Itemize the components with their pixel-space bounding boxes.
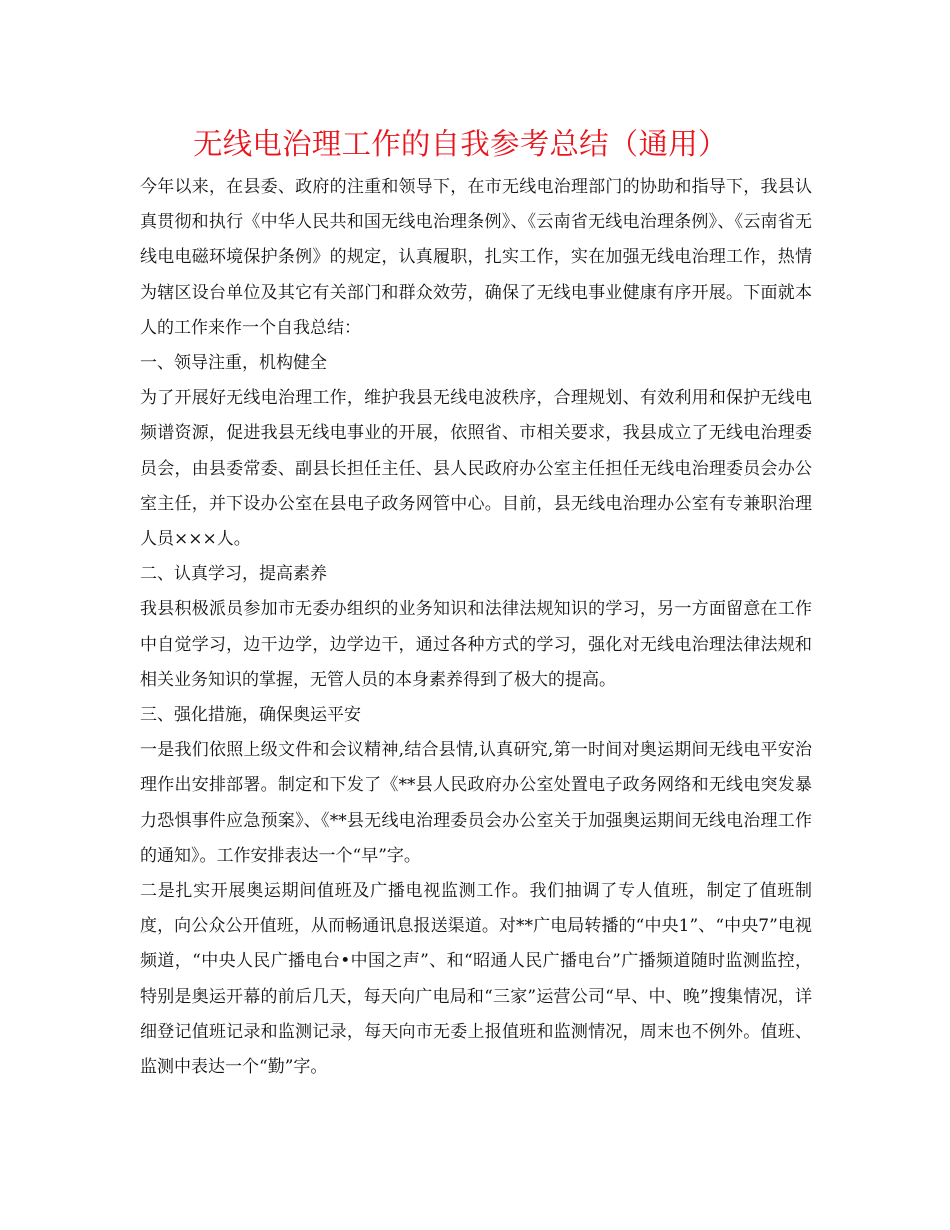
intro-paragraph: 今年以来，在县委、政府的注重和领导下，在市无线电治理部门的协助和指导下，我县认真贯彻和执行《中华人民共和国无线电治理条例》、《云南省无线电治理条例》、《云南省无线电电磁环境保护条例》的规定，认真履职，扎实工作，实在加强无线电治理工作，热情为辖区设台单位及其它有关部门和群众效劳，确保了无线电事业健康有序开展。下面就本人的工作来作一个自我总结： (140, 177, 812, 338)
document-content (140, 118, 812, 1085)
paragraph-study: 我县积极派员参加市无委办组织的业务知识和法律法规知识的学习，另一方面留意在工作中自觉学习，边干边学，边学边干，通过各种方式的学习，强化对无线电治理法律法规和相关业务知识的掌握，无管人员的本身素养得到了极大的提高。 (140, 599, 812, 690)
section-heading-leadership: 一、领导注重，机构健全 (140, 353, 327, 374)
paragraph-leadership: 为了开展好无线电治理工作，维护我县无线电波秩序，合理规划、有效利用和保护无线电频谱资源，促进我县无线电事业的开展，依照省、市相关要求，我县成立了无线电治理委员会，由县委常委、副县长担任主任、县人民政府办公室主任担任无线电治理委员会办公室主任，并下设办公室在县电子政务网管中心。目前，县无线电治理办公室有专兼职治理人员×××人。 (140, 388, 812, 550)
paragraph-olympics-second: 二是扎实开展奥运期间值班及广播电视监测工作。我们抽调了专人值班，制定了值班制度，向公众公开值班，从而畅通讯息报送渠道。对**广电局转播的“中央1”、“中央7”电视频道，“中央人民广播电台•中国之声”、和“昭通人民广播电台”广播频道随时监测监控，特别是奥运开幕的前后几天，每天向广电局和“三家”运营公司“早、中、晚”搜集情况，详细登记值班记录和监测记录，每天向市无委上报值班和监测情况，周末也不例外。值班、监测中表达一个“勤”字。 (140, 881, 812, 1078)
section-heading-study: 二、认真学习，提高素养 (140, 564, 327, 585)
section-heading-olympics: 三、强化措施，确保奥运平安 (140, 705, 361, 726)
document-title: 无线电治理工作的自我参考总结（通用） (193, 127, 728, 161)
paragraph-olympics-first: 一是我们依照上级文件和会议精神,结合县情,认真研究,第一时间对奥运期间无线电平安治理作出安排部署。制定和下发了《**县人民政府办公室处置电子政务网络和无线电突发暴力恐惧事件应急预案》、《**县无线电治理委员会办公室关于加强奥运期间无线电治理工作的通知》。工作安排表达一个“早”字。 (140, 740, 812, 866)
